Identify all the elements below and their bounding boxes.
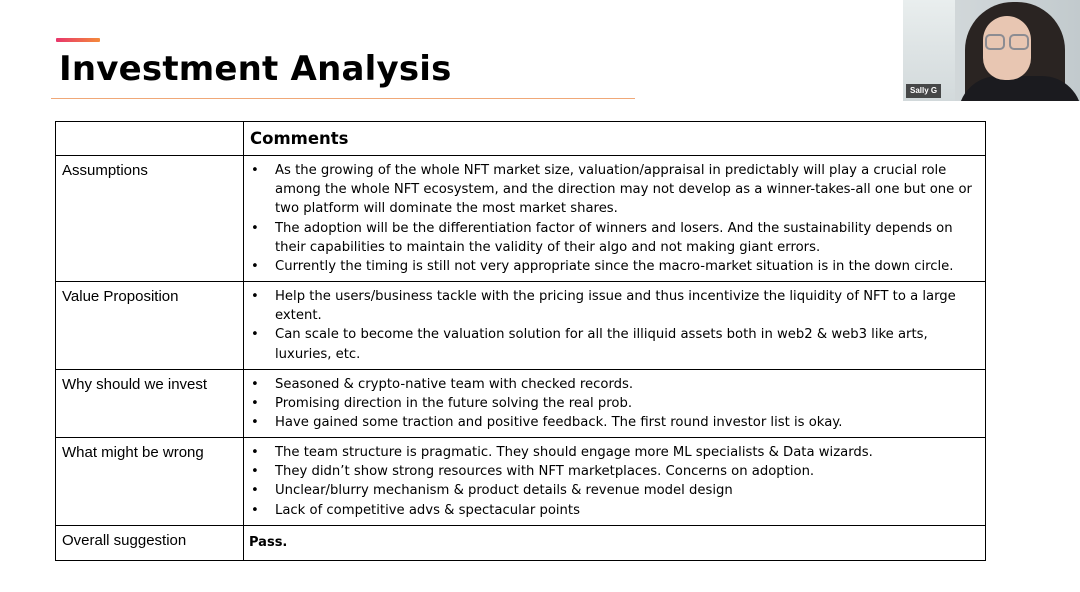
what-might-be-wrong-comments	[244, 438, 986, 526]
slide-title: Investment Analysis	[59, 49, 452, 89]
list-item: • Unclear/blurry mechanism & product details & revenue model design	[249, 481, 981, 500]
participant-video-tile[interactable]	[903, 0, 1080, 101]
list-item: • Lack of competitive advs & spectacular points	[249, 501, 981, 520]
participant-name-tag: Sally G	[906, 84, 941, 98]
overall-suggestion-comment	[244, 526, 986, 561]
row-label-what-might-be-wrong: What might be wrong	[56, 438, 244, 526]
list-item: • The adoption will be the differentiation factor of winners and losers. And the sustainability depends on their capabilities to maintain the validity of their algo and not making giant errors.	[249, 219, 981, 257]
list-item: • Can scale to become the valuation solution for all the illiquid assets both in web2 & web3 like arts, luxuries, etc.	[249, 325, 981, 363]
assumptions-comments	[244, 156, 986, 282]
table-row	[56, 370, 986, 438]
list-item: • Promising direction in the future solving the real prob.	[249, 394, 981, 413]
list-item: • The team structure is pragmatic. They should engage more ML specialists & Data wizards.	[249, 443, 981, 462]
why-invest-comments	[244, 370, 986, 438]
header-empty-cell	[56, 122, 244, 156]
row-label-overall-suggestion: Overall suggestion	[56, 526, 244, 561]
list-item: • Seasoned & crypto-native team with checked records.	[249, 375, 981, 394]
table-header-row	[56, 122, 986, 156]
title-underline	[51, 98, 635, 99]
value-proposition-comments	[244, 282, 986, 370]
row-label-assumptions: Assumptions	[56, 156, 244, 282]
table-row	[56, 438, 986, 526]
suggestion-value: Pass.	[249, 535, 288, 550]
list-item: • Have gained some traction and positive feedback. The first round investor list is okay.	[249, 413, 981, 432]
comments-header: Comments	[244, 122, 986, 156]
table-row	[56, 526, 986, 561]
glasses-icon	[985, 34, 1005, 50]
row-label-why-invest: Why should we invest	[56, 370, 244, 438]
investment-analysis-table	[55, 121, 986, 561]
list-item: • They didn’t show strong resources with NFT marketplaces. Concerns on adoption.	[249, 462, 981, 481]
row-label-value-proposition: Value Proposition	[56, 282, 244, 370]
glasses-icon	[1009, 34, 1029, 50]
list-item: • Currently the timing is still not very appropriate since the macro-market situation is in the down circle.	[249, 257, 981, 276]
table-row	[56, 156, 986, 282]
title-accent-bar	[56, 38, 100, 42]
list-item: • As the growing of the whole NFT market size, valuation/appraisal in predictably will play a crucial role among the whole NFT ecosystem, and the direction may not develop as a winner-takes-all one but one or two platform will dominate the most market shares.	[249, 161, 981, 219]
table-row	[56, 282, 986, 370]
list-item: • Help the users/business tackle with the pricing issue and thus incentivize the liquidity of NFT to a large extent.	[249, 287, 981, 325]
